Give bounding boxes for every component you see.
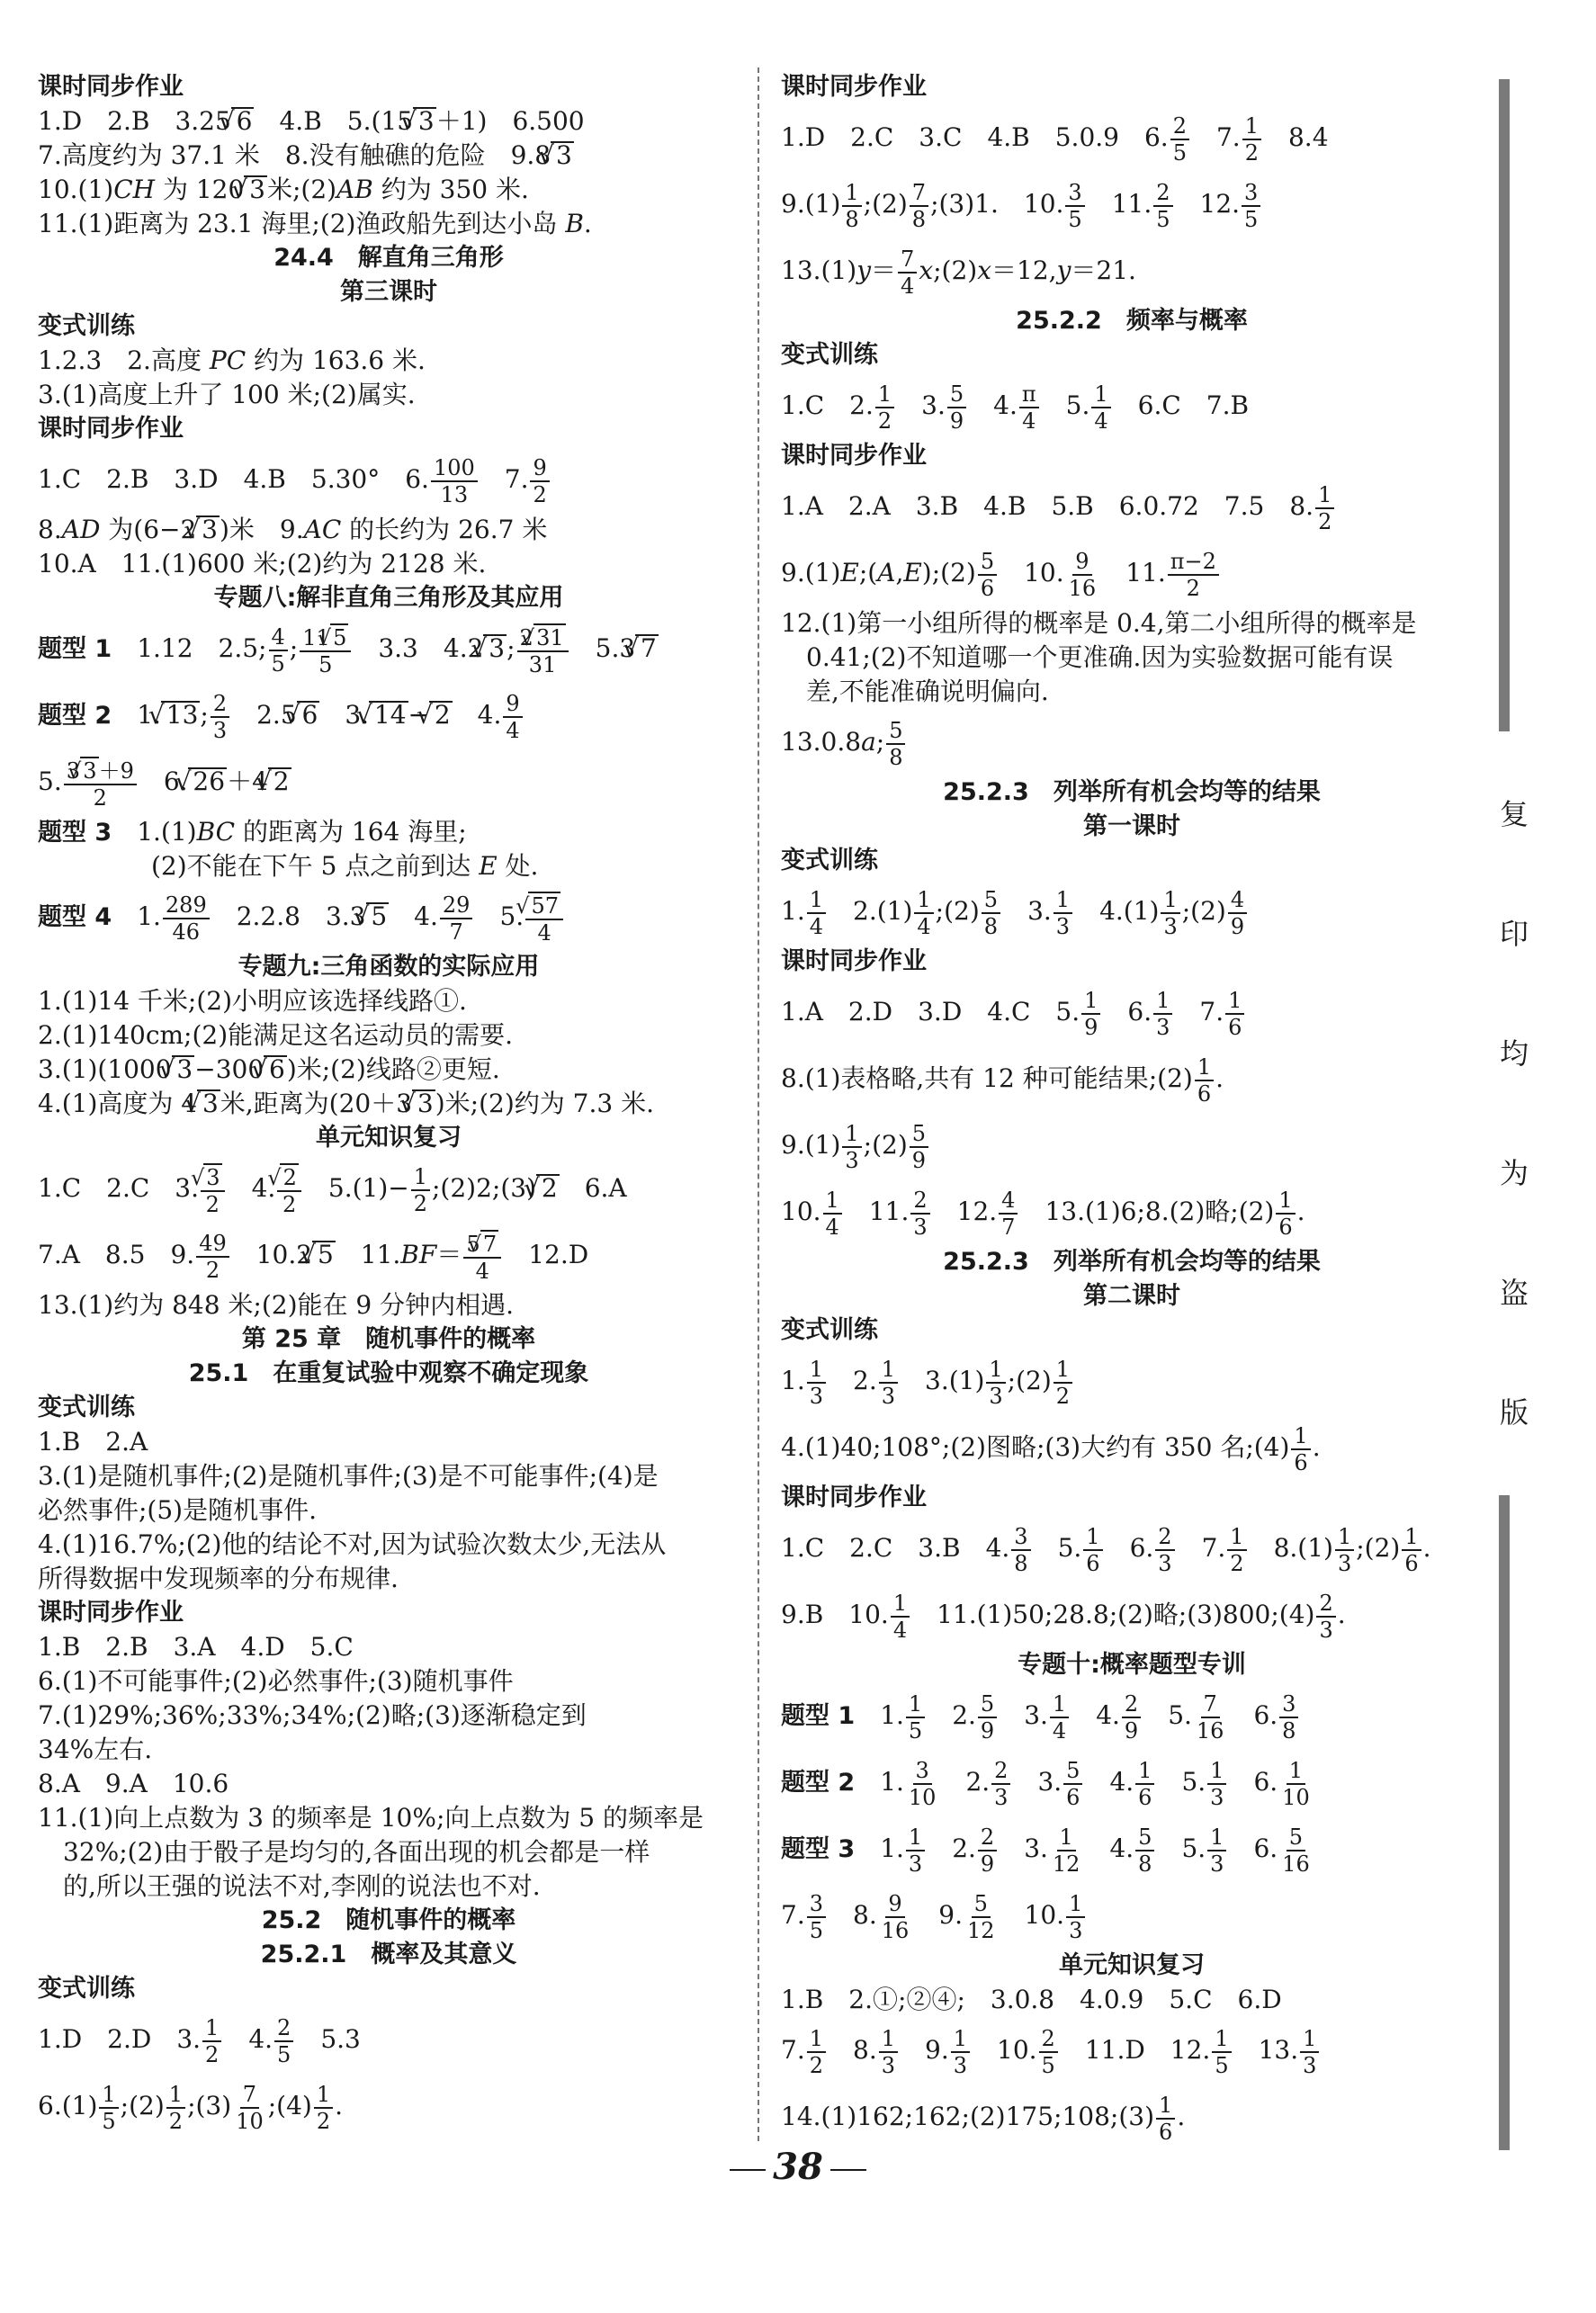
section-heading: 25.2 随机事件的概率 (261, 1906, 516, 1934)
answer-line: 1.B 2.①;②④; 3.0.8 4.0.9 5.C 6.D (781, 1985, 1282, 2014)
answer-line: 6.(1) $\frac{1}{5}$ ;(2) $\frac{1}{2}$ ;(3) $\frac{7}{10}$ ;(4) $\frac{1}{2}$ . (38, 2081, 344, 2134)
answer-line: 题型 3 1.(1)BC 的距离为 164 海里; (38, 817, 467, 847)
answer-line: 12.(1)第一小组所得的概率是 0.4,第二小组所得的概率是 (781, 608, 1417, 638)
answer-line: 13.(1)y＝ $\frac{7}{4}$ x;(2)x＝12,y＝21. (781, 246, 1136, 299)
answer-line: 题型 1 1.12 2.5; $\frac{4}{5}$ ; $\frac{11√ 5}{5}$ 3.3 4.2√ 3; $\frac{2√ 31}{31}$ 5.3√ 7 (38, 615, 740, 682)
section-label: 课时同步作业 (781, 442, 927, 470)
section-label: 变式训练 (781, 847, 878, 874)
section-label: 变式训练 (38, 1394, 135, 1421)
answer-line: 1.A 2.A 3.B 4.B 5.B 6.0.72 7.5 8. $\frac{1}{2}$ (781, 473, 1483, 540)
answer-line: 3.(1)高度上升了 100 米;(2)属实. (38, 380, 416, 409)
section-heading: 第一课时 (1083, 812, 1180, 840)
answer-line: 4.(1)高度为 4√ 3米,距离为(20＋3√ 3)米;(2)约为 7.3 米. (38, 1087, 740, 1121)
section-heading: 第三课时 (340, 278, 437, 306)
section-heading: 25.2.3 列举所有机会均等的结果 (943, 778, 1321, 806)
page-footer (0, 2146, 1596, 2188)
section-heading: 第 25 章 随机事件的概率 (241, 1325, 536, 1353)
answer-line: 11.(1)向上点数为 3 的频率是 10%;向上点数为 5 的频率是 (38, 1803, 704, 1833)
answer-line: 8.(1)表格略,共有 12 种可能结果;(2) $\frac{1}{6}$ . (781, 1053, 1224, 1107)
notice-char: 均 (1499, 1036, 1529, 1071)
answer-line: 4.(1)40;108°;(2)图略;(3)大约有 350 名;(4) $\frac{1}{6}$ . (781, 1422, 1321, 1475)
side-bar-bottom (1499, 1495, 1510, 2150)
answer-line: 6.(1)不可能事件;(2)必然事件;(3)随机事件 (38, 1666, 514, 1696)
answer-line: 1.C 2. $\frac{1}{2}$ 3. $\frac{5}{9}$ 4. $\frac{\pi}{4}$ 5. $\frac{1}{4}$ 6.C 7.B (781, 381, 1250, 434)
answer-line: 7. $\frac{3}{5}$ 8. $\frac{9}{16}$ 9. $\frac{5}{12}$ 10. $\frac{1}{3}$ (781, 1882, 1483, 1949)
section-label: 课时同步作业 (38, 1599, 184, 1627)
answer-line: 9.(1)E;(A,E);(2) $\frac{5}{6}$ 10. $\frac{9}{16}$ 11. $\frac{\pi-2}{2}$ (781, 540, 1483, 606)
anti-piracy-notice (1483, 792, 1546, 1510)
section-heading: 专题九:三角函数的实际应用 (238, 953, 540, 981)
section-heading: 单元知识复习 (1059, 1951, 1205, 1979)
answer-line: 1.2.3 2.高度 PC 约为 163.6 米. (38, 345, 426, 375)
section-label: 课时同步作业 (38, 73, 184, 101)
section-label: 变式训练 (38, 1975, 135, 2003)
answer-line: 1. $\frac{1}{4}$ 2.(1) $\frac{1}{4}$ ;(2) $\frac{5}{8}$ 3. $\frac{1}{3}$ 4.(1) $\frac{1}{3}$ ;(2) $\frac{4}{9}$ (781, 878, 1483, 945)
answer-line: (2)不能在下午 5 点之前到达 E 处. (101, 851, 539, 881)
answer-line: 差,不能准确说明偏向. (781, 677, 1049, 706)
section-label: 课时同步作业 (781, 73, 927, 101)
answer-line: 1.D 2.D 3. $\frac{1}{2}$ 4. $\frac{2}{5}$ 5.3 (38, 2014, 361, 2067)
section-label: 课时同步作业 (781, 947, 927, 975)
answer-line: 题型 3 1. $\frac{1}{3}$ 2. $\frac{2}{9}$ 3. $\frac{1}{12}$ 4. $\frac{5}{8}$ 5. $\frac{1}{3}$ 6. $\frac{5}{16}$ (781, 1824, 1310, 1877)
answer-line: 1. $\frac{1}{3}$ 2. $\frac{1}{3}$ 3.(1) $\frac{1}{3}$ ;(2) $\frac{1}{2}$ (781, 1348, 1483, 1414)
answer-line: 题型 4 1. $\frac{289}{46}$ 2.2.8 3.3√ 5 4. $\frac{29}{7}$ 5. √ $\frac{57}{4}$ (38, 883, 740, 950)
notice-char: 印 (1499, 917, 1529, 951)
answer-line: 13.(1)约为 848 米;(2)能在 9 分钟内相遇. (38, 1290, 515, 1320)
answer-line: 8.AD 为(6−2√ 3)米 9.AC 的长约为 26.7 米 (38, 513, 740, 547)
answer-line: 1.C 2.C 3. √ $\frac{3}{2}$ 4. √ $\frac{2}{2}$ 5.(1)− $\frac{1}{2}$ ;(2)2;(3)√ 2 6.A (38, 1155, 740, 1222)
section-label: 变式训练 (781, 1316, 878, 1344)
answer-line: 32%;(2)由于骰子是均匀的,各面出现的机会都是一样 (38, 1837, 650, 1867)
footer-rule-left (730, 2169, 766, 2171)
section-label: 变式训练 (781, 341, 878, 369)
section-heading: 25.2.3 列举所有机会均等的结果 (943, 1248, 1321, 1276)
notice-char: 盗 (1499, 1276, 1529, 1310)
answer-line: 1.D 2.C 3.C 4.B 5.0.9 6. $\frac{2}{5}$ 7. $\frac{1}{2}$ 8.4 (781, 112, 1329, 166)
notice-char: 版 (1499, 1395, 1529, 1430)
answer-line: 题型 2 1.√ 13; $\frac{2}{3}$ 2.5√ 6 3.√ 14−√ 2 4. $\frac{9}{4}$ (38, 682, 740, 749)
section-heading: 25.2.2 频率与概率 (1016, 307, 1248, 335)
right-answer-column (781, 70, 1483, 2150)
answer-line: 14.(1)162;162;(2)175;108;(3) $\frac{1}{6}$ . (781, 2092, 1186, 2145)
answer-line: 题型 1 1. $\frac{1}{5}$ 2. $\frac{5}{9}$ 3. $\frac{1}{4}$ 4. $\frac{2}{9}$ 5. $\frac{7}{16}$ 6. $\frac{3}{8}$ (781, 1682, 1483, 1749)
section-label: 变式训练 (38, 312, 135, 340)
answer-line: 题型 2 1. $\frac{3}{10}$ 2. $\frac{2}{3}$ 3. $\frac{5}{6}$ 4. $\frac{1}{6}$ 5. $\frac{1}{3}$ 6. $\frac{1}{10}$ (781, 1757, 1310, 1810)
section-heading: 第二课时 (1083, 1282, 1180, 1310)
answer-line: 11.(1)距离为 23.1 海里;(2)渔政船先到达小岛 B. (38, 209, 592, 238)
section-heading: 24.4 解直角三角形 (273, 244, 504, 272)
answer-line: 5. $\frac{3√ 3+9}{2}$ 6.√ 26＋4√ 2 (38, 749, 740, 815)
section-heading: 专题十:概率题型专训 (1018, 1651, 1246, 1679)
answer-line: 3.(1)(1000√ 3−300√ 6)米;(2)线路②更短. (38, 1053, 740, 1087)
notice-char: 为 (1499, 1156, 1529, 1190)
answer-line: 1.C 2.B 3.D 4.B 5.30° 6. $\frac{100}{13}$ 7. $\frac{9}{2}$ (38, 446, 740, 513)
answer-line: 7.(1)29%;36%;33%;34%;(2)略;(3)逐渐稳定到 (38, 1700, 587, 1730)
answer-line: 9.B 10. $\frac{1}{4}$ 11.(1)50;28.8;(2)略;(3)800;(4) $\frac{2}{3}$ . (781, 1590, 1346, 1643)
section-heading: 25.1 在重复试验中观察不确定现象 (188, 1359, 589, 1387)
answer-line: 9.(1) $\frac{1}{3}$ ;(2) $\frac{5}{9}$ (781, 1112, 1483, 1179)
answer-line: 1.A 2.D 3.D 4.C 5. $\frac{1}{9}$ 6. $\frac{1}{3}$ 7. $\frac{1}{6}$ (781, 979, 1483, 1045)
answer-line: 10.(1)CH 为 120√ 3米;(2)AB 约为 350 米. (38, 173, 740, 207)
answer-line: 7.高度约为 37.1 米 8.没有触礁的危险 9.8√ 3 (38, 139, 740, 173)
footer-rule-right (830, 2169, 866, 2171)
answer-line: 7. $\frac{1}{2}$ 8. $\frac{1}{3}$ 9. $\frac{1}{3}$ 10. $\frac{2}{5}$ 11.D 12. $\frac{1}{5}$ 13. $\frac{1}{3}$ (781, 2017, 1483, 2084)
section-label: 课时同步作业 (781, 1484, 927, 1511)
section-label: 课时同步作业 (38, 415, 184, 443)
answer-line: 10. $\frac{1}{4}$ 11. $\frac{2}{3}$ 12. $\frac{4}{7}$ 13.(1)6;8.(2)略;(2) $\frac{1}{6}$ . (781, 1187, 1305, 1240)
answer-line: 1.D 2.B 3.25√ 6 4.B 5.(15√ 3＋1) 6.500 (38, 104, 740, 139)
page-number: 38 (773, 2146, 823, 2188)
answer-line: 1.(1)14 千米;(2)小明应该选择线路①. (38, 986, 467, 1016)
answer-line: 所得数据中发现频率的分布规律. (38, 1564, 399, 1593)
answer-line: 1.B 2.A (38, 1427, 148, 1457)
answer-line: 10.A 11.(1)600 米;(2)约为 2128 米. (38, 549, 487, 578)
answer-line: 13.0.8a; $\frac{5}{8}$ (781, 709, 1483, 775)
answer-line: 34%左右. (38, 1735, 153, 1764)
section-heading: 25.2.1 概率及其意义 (260, 1941, 517, 1968)
section-heading: 单元知识复习 (316, 1124, 462, 1152)
side-bar-top (1499, 79, 1510, 731)
answer-line: 3.(1)是随机事件;(2)是随机事件;(3)是不可能事件;(4)是 (38, 1461, 659, 1491)
answer-line: 7.A 8.5 9. $\frac{49}{2}$ 10.2√ 5 11.BF＝ $\frac{5√ 7}{4}$ 12.D (38, 1222, 740, 1288)
answer-line: 必然事件;(5)是随机事件. (38, 1495, 317, 1525)
answer-line: 1.C 2.C 3.B 4. $\frac{3}{8}$ 5. $\frac{1}{6}$ 6. $\frac{2}{3}$ 7. $\frac{1}{2}$ 8.(1) $\frac{1}{3}$ ;(2) $\frac{1}{6}$ . (781, 1523, 1431, 1576)
answer-line: 2.(1)140cm;(2)能满足这名运动员的需要. (38, 1020, 514, 1050)
answer-line: 9.(1) $\frac{1}{8}$ ;(2) $\frac{7}{8}$ ;(3)1. 10. $\frac{3}{5}$ 11. $\frac{2}{5}$ 12. $\frac{3}{5}$ (781, 171, 1483, 238)
left-answer-column (38, 70, 740, 2139)
answer-line: 0.41;(2)不知道哪一个更准确.因为实验数据可能有误 (781, 642, 1394, 672)
answer-line: 4.(1)16.7%;(2)他的结论不对,因为试验次数太少,无法从 (38, 1529, 667, 1559)
notice-char: 复 (1499, 797, 1529, 831)
column-divider (758, 67, 759, 2141)
answer-line: 8.A 9.A 10.6 (38, 1769, 229, 1798)
answer-line: 的,所以王强的说法不对,李刚的说法也不对. (38, 1871, 541, 1901)
answer-line: 1.B 2.B 3.A 4.D 5.C (38, 1632, 354, 1662)
section-heading: 专题八:解非直角三角形及其应用 (213, 584, 564, 612)
